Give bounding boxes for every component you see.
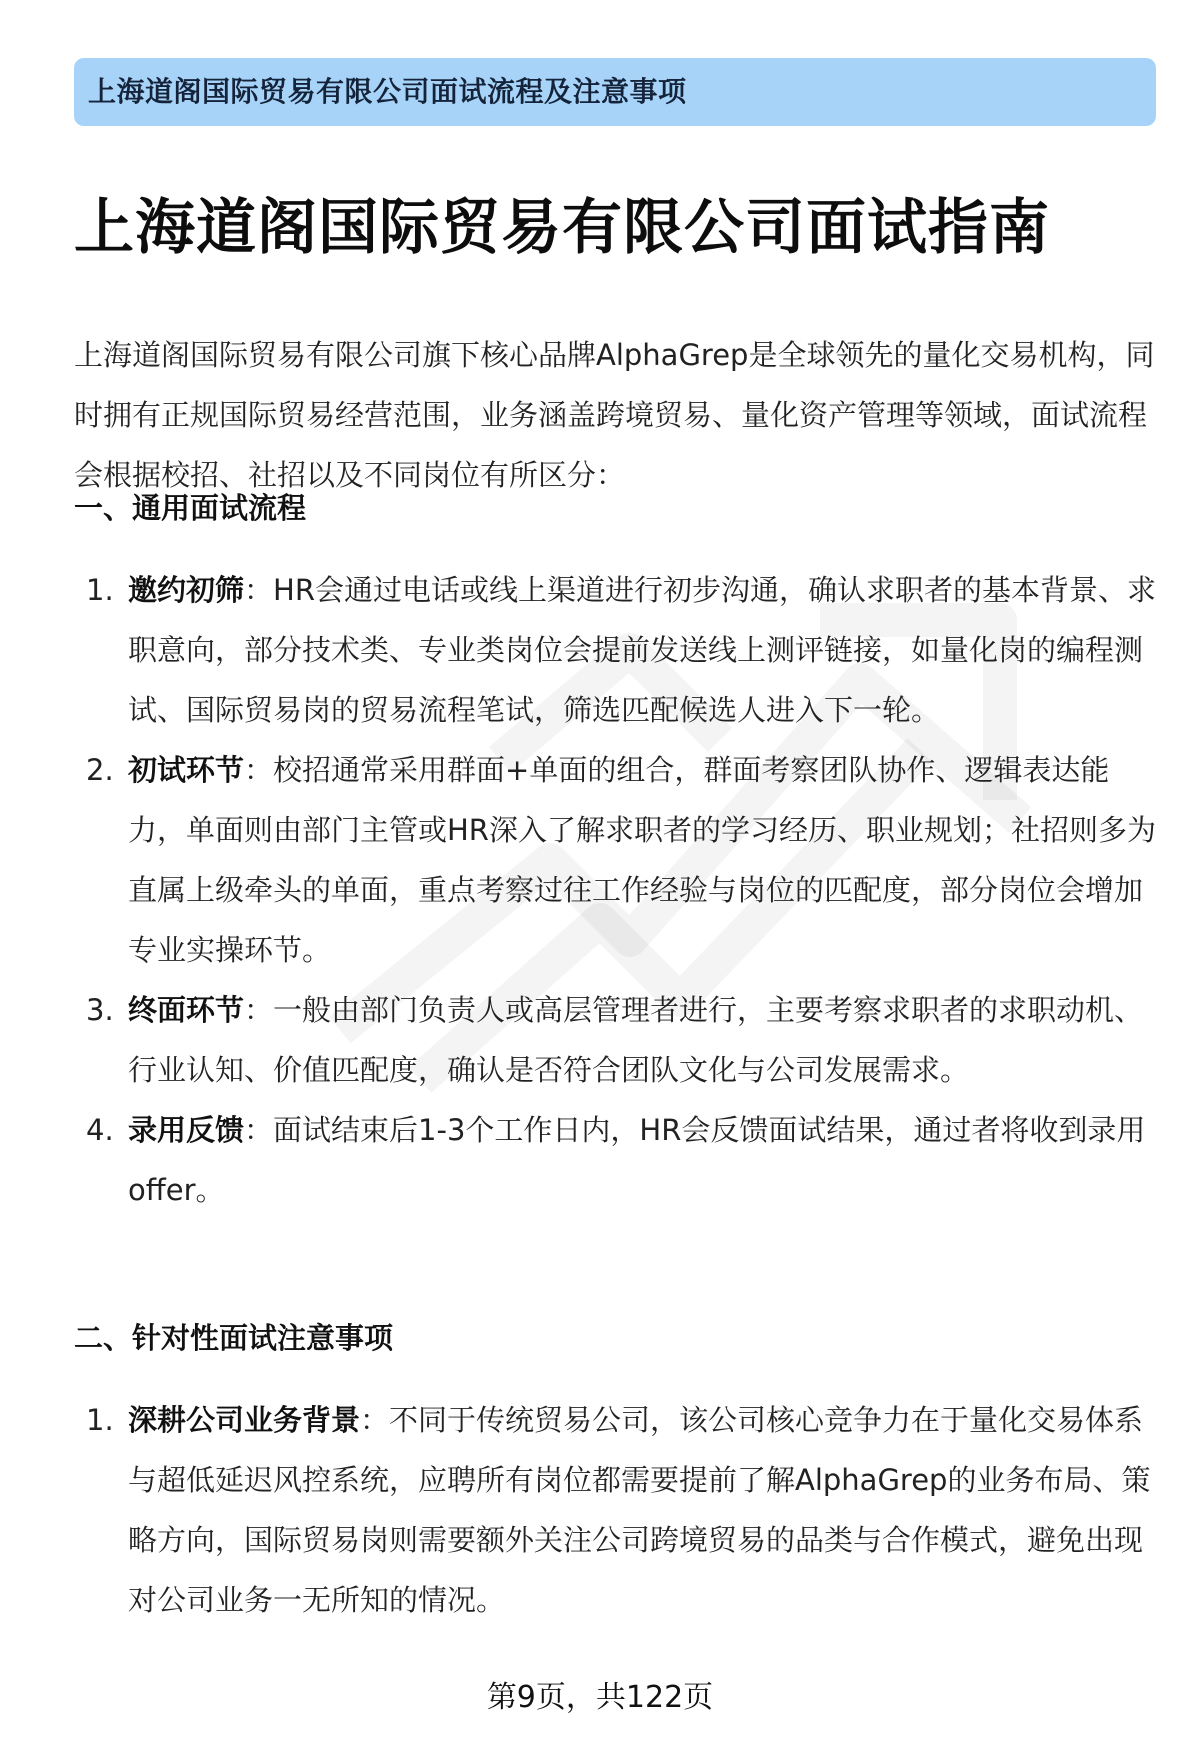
list-item (74, 560, 1162, 740)
list-item-text: 面试结束后1-3个工作日内，HR会反馈面试结果，通过者将收到录用offer。 (128, 1113, 1146, 1207)
list-item-number: 2. (86, 753, 114, 787)
page-number-footer: 第9页，共122页 (486, 1680, 714, 1715)
list-item-separator: ： (244, 1113, 274, 1147)
list-item-number: 3. (86, 993, 114, 1027)
list-item (74, 980, 1162, 1100)
list-item-separator: ： (244, 573, 274, 607)
section-heading-general-process: 一、通用面试流程 (74, 491, 307, 525)
list-item-text: 校招通常采用群面+单面的组合，群面考察团队协作、逻辑表达能力，单面则由部门主管或HR深入了解求职者的学习经历、职业规划；社招则多为直属上级牵头的单面，重点考察过往工作经验与岗位的匹配度，部分岗位会增加专业实操环节。 (128, 753, 1156, 967)
list-item-separator: ： (244, 993, 274, 1027)
list-item-text: 一般由部门负责人或高层管理者进行，主要考察求职者的求职动机、行业认知、价值匹配度，确认是否符合团队文化与公司发展需求。 (128, 993, 1144, 1087)
list-item-keyword: 邀约初筛 (128, 573, 245, 607)
interview-tips-list (74, 1390, 1162, 1630)
list-item-number: 1. (86, 1403, 114, 1437)
list-item-text: 不同于传统贸易公司，该公司核心竞争力在于量化交易体系与超低延迟风控系统，应聘所有岗位都需要提前了解AlphaGrep的业务布局、策略方向，国际贸易岗则需要额外关注公司跨境贸易的品类与合作模式，避免出现对公司业务一无所知的情况。 (128, 1403, 1151, 1617)
section-heading-interview-tips: 二、针对性面试注意事项 (74, 1321, 394, 1355)
list-item-number: 4. (86, 1113, 114, 1147)
list-item (74, 1390, 1162, 1630)
intro-paragraph: 上海道阁国际贸易有限公司旗下核心品牌AlphaGrep是全球领先的量化交易机构，同时拥有正规国际贸易经营范围，业务涵盖跨境贸易、量化资产管理等领域，面试流程会根据校招、社招以及不同岗位有所区分： (74, 338, 1155, 492)
list-item (74, 1100, 1162, 1220)
document-title: 上海道阁国际贸易有限公司面试指南 (74, 193, 1050, 263)
list-item (74, 740, 1162, 980)
list-item-keyword: 初试环节 (128, 753, 245, 787)
list-item-keyword: 录用反馈 (128, 1113, 245, 1147)
list-item-text: HR会通过电话或线上渠道进行初步沟通，确认求职者的基本背景、求职意向，部分技术类、专业类岗位会提前发送线上测评链接，如量化岗的编程测试、国际贸易岗的贸易流程笔试，筛选匹配候选人进入下一轮。 (128, 573, 1156, 727)
header-banner (74, 58, 1156, 126)
general-process-list (74, 560, 1162, 1220)
list-item-keyword: 终面环节 (128, 993, 245, 1027)
list-item-keyword: 深耕公司业务背景 (128, 1403, 361, 1437)
list-item-separator: ： (244, 753, 274, 787)
list-item-separator: ： (360, 1403, 390, 1437)
header-title: 上海道阁国际贸易有限公司面试流程及注意事项 (88, 75, 687, 108)
list-item-number: 1. (86, 573, 114, 607)
